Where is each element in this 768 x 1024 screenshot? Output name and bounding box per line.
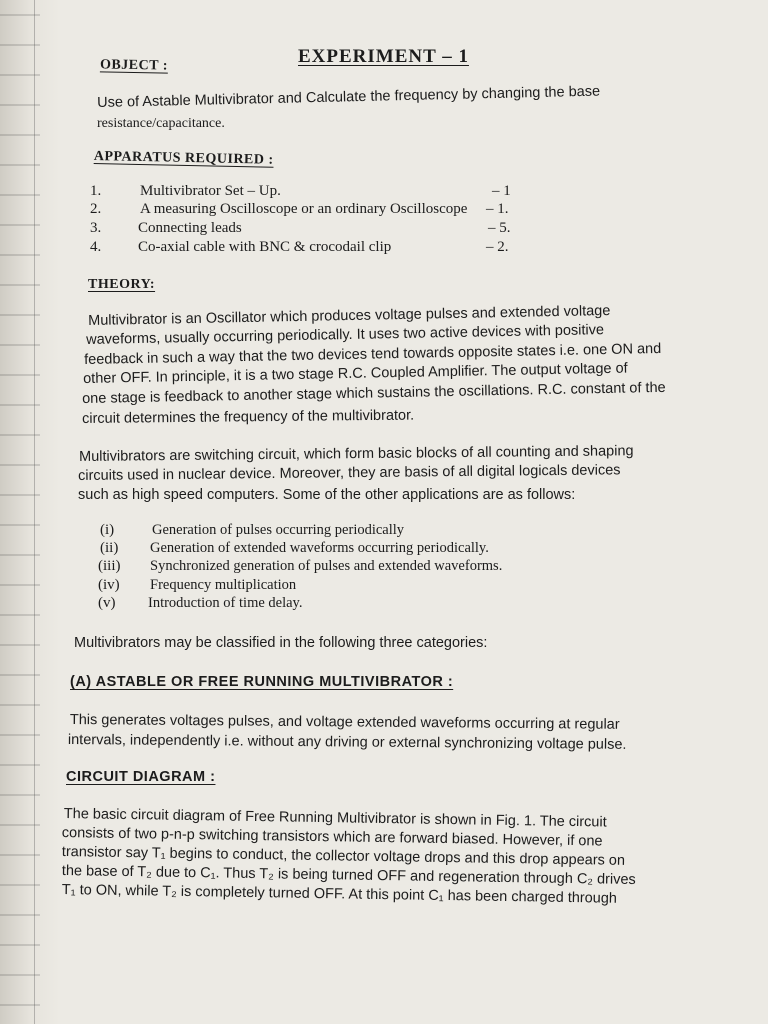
apparatus-item-qty: – 5. — [488, 220, 511, 236]
astable-line: intervals, independently i.e. without any driving or external synchronizing voltage pulse. — [67, 731, 627, 753]
theory-p1-line: Multivibrator is an Oscillator which produces voltage pulses and extended voltage — [88, 302, 611, 329]
apparatus-item — [90, 182, 530, 200]
application-item-number: (ii) — [100, 540, 119, 556]
apparatus-item-number: 3. — [90, 220, 102, 236]
apparatus-item-qty: – 2. — [486, 239, 509, 255]
astable-heading: (A) ASTABLE OR FREE RUNNING MULTIVIBRATOR : — [70, 674, 454, 690]
object-label: OBJECT : — [99, 57, 169, 74]
theory-p1-line: other OFF. In principle, it is a two stage R.C. Coupled Amplifier. The output voltage of — [83, 360, 628, 387]
theory-p2-line: such as high speed computers. Some of the other applications are as follows: — [78, 487, 576, 503]
page-title: EXPERIMENT – 1 — [298, 46, 469, 67]
apparatus-item-text: A measuring Oscilloscope or an ordinary Oscilloscope — [140, 201, 468, 217]
application-item-number: (v) — [98, 595, 116, 611]
application-item — [98, 557, 548, 575]
categories-text: Multivibrators may be classified in the following three categories: — [74, 635, 488, 651]
apparatus-heading: APPARATUS REQUIRED : — [93, 148, 274, 168]
circuit-line: The basic circuit diagram of Free Running Multivibrator is shown in Fig. 1. The circuit — [63, 805, 607, 831]
apparatus-item-qty: – 1 — [492, 183, 511, 199]
apparatus-item-text: Co-axial cable with BNC & crocodail clip — [138, 239, 392, 255]
theory-p1-line: feedback in such a way that the two devices tend towards opposite states i.e. one ON and — [84, 340, 662, 368]
page-edge-line — [34, 0, 35, 1024]
astable-line: This generates voltages pulses, and voltage extended waveforms occurring at regular — [69, 711, 620, 733]
application-item — [100, 521, 550, 539]
apparatus-item — [90, 219, 530, 237]
circuit-line: transistor say T₁ begins to conduct, the collector voltage drops and this drop appears on — [61, 843, 626, 869]
application-item — [98, 594, 548, 612]
application-item-text: Generation of pulses occurring periodically — [152, 522, 405, 538]
theory-p1-line: waveforms, usually occurring periodically. It uses two active devices with positive — [86, 322, 605, 348]
application-item-number: (iii) — [98, 558, 121, 574]
apparatus-item-number: 4. — [90, 239, 102, 255]
application-item-text: Generation of extended waveforms occurring periodically. — [150, 540, 489, 556]
object-text-line2: resistance/capacitance. — [97, 116, 225, 131]
application-item-text: Frequency multiplication — [150, 577, 297, 593]
circuit-line: T₁ to ON, while T₂ is completely turned OFF. At this point C₁ has been charged through — [61, 881, 618, 907]
circuit-heading: CIRCUIT DIAGRAM : — [66, 769, 216, 785]
circuit-line: the base of T₂ due to C₁. Thus T₂ is being turned OFF and regeneration through C₂ drives — [61, 862, 636, 889]
apparatus-item-qty: – 1. — [486, 201, 509, 217]
application-item-number: (i) — [100, 522, 115, 538]
circuit-line: consists of two p-n-p switching transistors which are forward biased. However, if one — [61, 824, 603, 850]
apparatus-item-number: 1. — [90, 183, 102, 199]
application-item-text: Introduction of time delay. — [148, 595, 303, 611]
theory-heading: THEORY: — [88, 277, 156, 292]
theory-p1-line: circuit determines the frequency of the multivibrator. — [82, 407, 415, 427]
apparatus-item — [90, 200, 530, 218]
application-item — [98, 576, 548, 594]
application-item-text: Synchronized generation of pulses and extended waveforms. — [150, 558, 503, 574]
theory-p2-line: Multivibrators are switching circuit, which form basic blocks of all counting and shaping — [79, 443, 634, 465]
theory-p2-line: circuits used in nuclear device. Moreover, they are basis of all digital logicals devices — [78, 462, 621, 484]
apparatus-item-text: Connecting leads — [138, 220, 242, 236]
apparatus-item-number: 2. — [90, 201, 102, 217]
theory-p1-line: one stage is feedback to another stage which sustains the oscillations. R.C. constant of the — [82, 379, 666, 407]
apparatus-item — [90, 238, 530, 256]
object-text-line1: Use of Astable Multivibrator and Calculate the frequency by changing the base — [97, 83, 601, 111]
apparatus-item-text: Multivibrator Set – Up. — [140, 183, 281, 199]
application-item — [100, 539, 550, 557]
application-item-number: (iv) — [98, 577, 120, 593]
